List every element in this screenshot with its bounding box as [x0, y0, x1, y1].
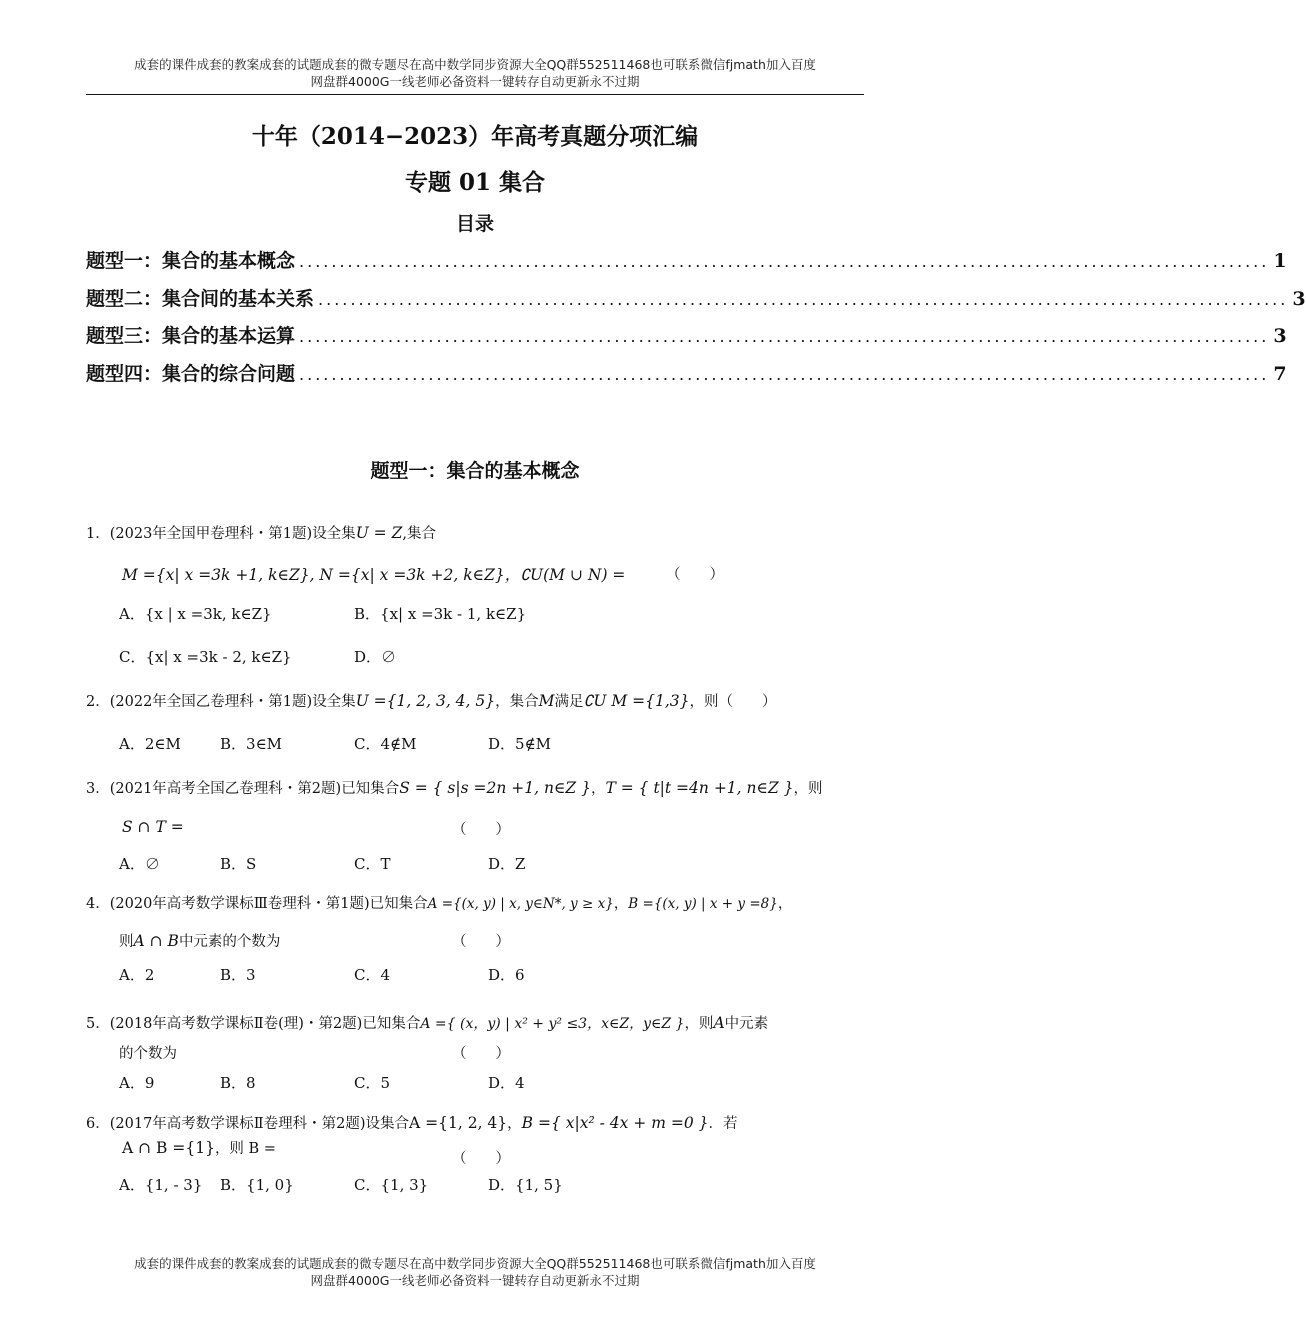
toc-item-page: 3	[1292, 287, 1306, 310]
option-d[interactable]: D．{1, 5}	[488, 1176, 563, 1194]
option-c[interactable]: C．4∉M	[354, 735, 417, 753]
math-expression: A ∩ B	[133, 932, 179, 950]
toc-item-page: 1	[1273, 250, 1287, 272]
math-expression: A ∩ B ={1}	[122, 1139, 215, 1157]
stem-text: ，则	[793, 781, 823, 797]
math-expression: B ={(x, y) | x + y =8}	[628, 896, 778, 912]
option-a[interactable]: A．2∈M	[119, 735, 181, 753]
toc-item-1[interactable]	[86, 246, 1287, 284]
option-b[interactable]: B．S	[220, 855, 257, 873]
math-expression: T = { t|t =4n +1, n∈Z }	[605, 779, 794, 797]
question-source: (2020年高考数学课标Ⅲ卷理科・第1题)	[109, 896, 370, 912]
footer-line-1: 成套的课件成套的教案成套的试题成套的微专题尽在高中数学同步资源大全QQ群552511468也可联系微信fjmath加入百度	[134, 1256, 816, 1271]
toc-leader-dots: ........................................................................................................................	[299, 252, 1270, 271]
stem-text: 已知集合	[362, 1016, 421, 1032]
math-expression: M ={x| x =3k +1, k∈Z}, N ={x| x =3k +2, k∈Z}，∁U(M ∪ N) =	[122, 566, 626, 584]
page-footer	[86, 1255, 864, 1289]
toc-item-page: 3	[1273, 325, 1287, 347]
math-expression: A ={ (x，y) | x² + y² ≤3，x∈Z，y∈Z }	[420, 1016, 685, 1032]
option-b[interactable]: B．8	[220, 1074, 256, 1092]
footer-line-2: 网盘群4000G一线老师必备资料一键转存自动更新永不过期	[310, 1273, 640, 1288]
question-stem-line-2	[119, 1042, 177, 1063]
page-header	[86, 56, 864, 90]
math-expression: U = Z	[355, 524, 403, 542]
stem-text: 满足	[554, 694, 584, 710]
question-number: 4．	[86, 896, 110, 912]
math-expression: U ={1, 2, 3, 4, 5}	[355, 692, 496, 710]
option-a[interactable]: A．{x | x =3k, k∈Z}	[119, 605, 272, 623]
question-stem	[86, 1012, 768, 1033]
option-a[interactable]: A．2	[119, 966, 155, 984]
header-line-1: 成套的课件成套的教案成套的试题成套的微专题尽在高中数学同步资源大全QQ群552511468也可联系微信fjmath加入百度	[134, 57, 816, 72]
question-source: (2023年全国甲卷理科・第1题)	[109, 526, 313, 542]
toc-item-2[interactable]	[86, 284, 1306, 322]
stem-text: 已知集合	[341, 781, 400, 797]
toc-item-3[interactable]	[86, 321, 1287, 359]
stem-text: ，则（ ）	[689, 694, 777, 710]
stem-text: 已知集合	[369, 896, 428, 912]
stem-text: ，则	[684, 1016, 714, 1032]
stem-text: ，	[590, 781, 606, 797]
header-line-2: 网盘群4000G一线老师必备资料一键转存自动更新永不过期	[310, 74, 640, 89]
question-source: (2017年高考数学课标Ⅱ卷理科・第2题)	[109, 1116, 366, 1132]
toc-item-label: 题型四：集合的综合问题	[86, 362, 296, 385]
toc-item-page: 7	[1273, 362, 1287, 385]
toc-item-label: 题型一：集合的基本概念	[86, 250, 296, 272]
document-title: 十年（2014−2023）年高考真题分项汇编	[251, 123, 699, 150]
answer-blank: （ ）	[452, 1046, 510, 1062]
math-expression: ∁U M ={1,3}	[583, 692, 690, 710]
option-c[interactable]: C．{x| x =3k - 2, k∈Z}	[119, 648, 292, 666]
stem-text: 的个数为	[119, 1046, 177, 1062]
answer-blank: （ ）	[666, 567, 724, 583]
answer-blank: （ ）	[452, 934, 510, 950]
stem-text: ．若	[708, 1116, 738, 1132]
question-stem-line-2	[119, 930, 280, 951]
toc-heading: 目录	[455, 213, 494, 235]
question-source: (2022年全国乙卷理科・第1题)	[109, 694, 313, 710]
question-stem-line-2	[122, 1137, 276, 1158]
option-d[interactable]: D．5∉M	[488, 735, 552, 753]
option-b[interactable]: B．3	[220, 966, 256, 984]
toc-leader-dots: ........................................................................................................................	[299, 364, 1270, 384]
question-number: 1．	[86, 526, 110, 542]
toc-leader-dots: ........................................................................................................................	[299, 327, 1270, 346]
math-expression: B ={ x|x² - 4x + m =0 }	[521, 1114, 709, 1132]
option-c[interactable]: C．{1, 3}	[354, 1176, 429, 1194]
math-expression: S ∩ T =	[122, 818, 184, 836]
option-b[interactable]: B．{x| x =3k - 1, k∈Z}	[354, 605, 527, 623]
question-stem	[86, 522, 436, 543]
option-d[interactable]: D．Z	[488, 855, 526, 873]
option-c[interactable]: C．4	[354, 966, 391, 984]
question-stem	[86, 690, 777, 711]
toc-item-4[interactable]	[86, 359, 1287, 397]
answer-blank: （ ）	[452, 822, 510, 838]
question-source: (2018年高考数学课标Ⅱ卷(理)・第2题)	[109, 1016, 363, 1032]
math-expression: M	[538, 692, 555, 710]
option-a[interactable]: A．{1, - 3}	[119, 1176, 203, 1194]
section-title: 题型一：集合的基本概念	[370, 460, 580, 482]
toc-item-label: 题型三：集合的基本运算	[86, 325, 296, 347]
header-divider	[86, 94, 864, 95]
question-source: (2021年高考全国乙卷理科・第2题)	[109, 781, 342, 797]
stem-text: ,集合	[402, 526, 436, 542]
stem-text: 设集合	[365, 1116, 410, 1132]
option-c[interactable]: C．5	[354, 1074, 391, 1092]
math-expression: S = { s|s =2n +1, n∈Z }	[399, 779, 591, 797]
math-expression: A	[713, 1014, 725, 1032]
document-subtitle: 专题 01 集合	[404, 169, 546, 196]
table-of-contents	[86, 246, 1306, 396]
toc-item-label: 题型二：集合间的基本关系	[86, 287, 315, 310]
stem-text: 设全集	[312, 694, 356, 710]
stem-text: ，	[613, 896, 629, 912]
option-d[interactable]: D．6	[488, 966, 525, 984]
stem-text: 设全集	[312, 526, 356, 542]
option-d[interactable]: D．4	[488, 1074, 525, 1092]
stem-text: 中元素	[724, 1016, 769, 1032]
option-b[interactable]: B．{1, 0}	[220, 1176, 294, 1194]
stem-text: ，集合	[495, 694, 539, 710]
option-a[interactable]: A．∅	[119, 855, 160, 873]
stem-text: 中元素的个数为	[178, 934, 281, 950]
option-a[interactable]: A．9	[119, 1074, 155, 1092]
stem-text: 则	[119, 934, 134, 950]
option-c[interactable]: C．T	[354, 855, 391, 873]
question-number: 3．	[86, 781, 110, 797]
question-stem	[86, 892, 792, 913]
stem-text: ，	[777, 896, 793, 912]
question-number: 6．	[86, 1116, 110, 1132]
question-stem	[86, 1112, 737, 1133]
toc-leader-dots: ........................................................................................................................	[318, 289, 1289, 309]
option-b[interactable]: B．3∈M	[220, 735, 283, 753]
question-stem	[86, 777, 823, 798]
option-d[interactable]: D．∅	[354, 648, 397, 666]
question-number: 2．	[86, 694, 110, 710]
math-expression: A ={1, 2, 4}	[409, 1114, 508, 1132]
stem-text: ，则 B =	[214, 1141, 276, 1157]
question-number: 5．	[86, 1016, 110, 1032]
stem-text: ，	[507, 1116, 522, 1132]
answer-blank: （ ）	[452, 1151, 510, 1167]
math-expression: A ={(x, y) | x, y∈N*, y ≥ x}	[427, 896, 614, 912]
